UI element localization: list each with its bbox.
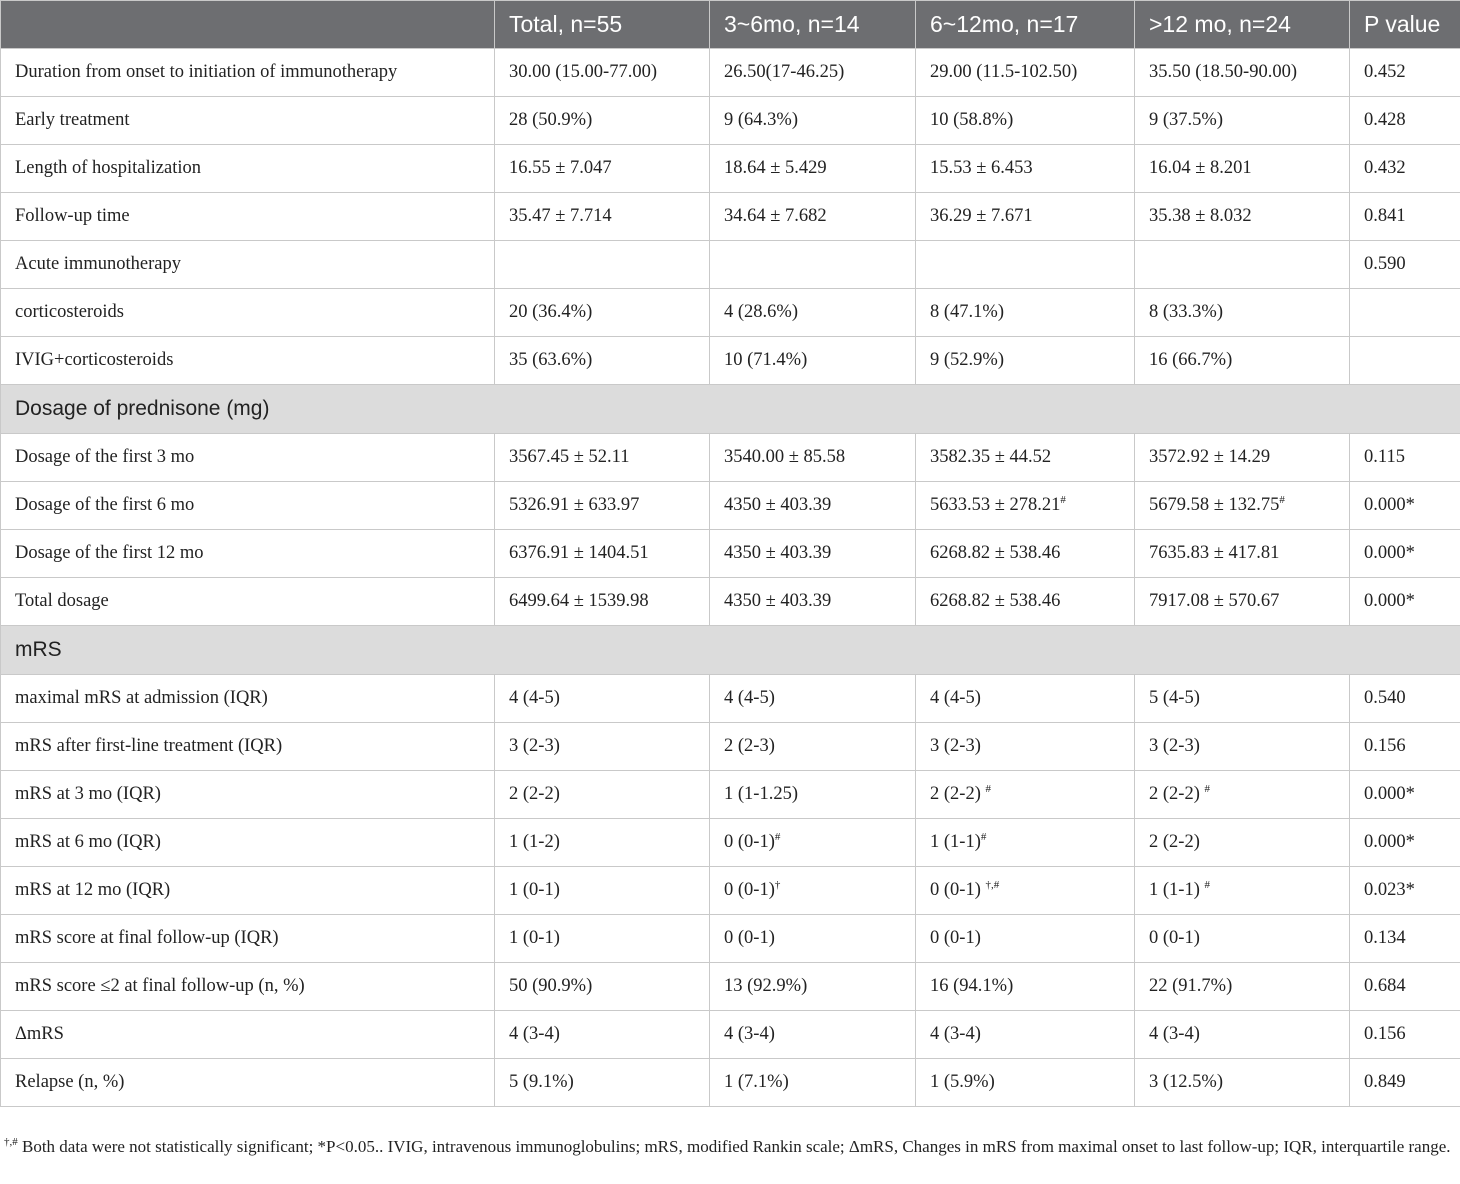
table-cell bbox=[495, 723, 710, 771]
cell-text: Duration from onset to initiation of immunotherapy bbox=[15, 62, 398, 82]
table-cell bbox=[495, 97, 710, 145]
cell-text: 3572.92 ± 14.29 bbox=[1149, 447, 1271, 467]
cell-text: 16.04 ± 8.201 bbox=[1149, 158, 1252, 178]
cell-text: 0 (0-1) bbox=[724, 928, 775, 948]
row-label bbox=[1, 482, 495, 530]
table-cell bbox=[710, 1059, 916, 1107]
table-cell bbox=[1135, 97, 1350, 145]
cell-text: 0.000* bbox=[1364, 832, 1415, 852]
table-cell bbox=[1350, 289, 1460, 337]
cell-text: 15.53 ± 6.453 bbox=[930, 158, 1033, 178]
table-row bbox=[1, 49, 1460, 97]
cell-text: 6499.64 ± 1539.98 bbox=[509, 591, 649, 611]
cell-text: 1 (0-1) bbox=[509, 928, 560, 948]
table-row bbox=[1, 241, 1460, 289]
table-cell bbox=[1135, 241, 1350, 289]
table-cell bbox=[1350, 97, 1460, 145]
cell-text: Dosage of the first 6 mo bbox=[15, 495, 195, 515]
cell-text: 0.023* bbox=[1364, 880, 1415, 900]
header-row bbox=[1, 1, 1460, 49]
cell-text: Early treatment bbox=[15, 110, 130, 130]
row-label bbox=[1, 145, 495, 193]
significance-mark: # bbox=[1204, 783, 1210, 795]
cell-text: 2 (2-3) bbox=[724, 736, 775, 756]
section-label: Dosage of prednisone (mg) bbox=[1, 385, 1460, 434]
cell-text: 0.432 bbox=[1364, 158, 1406, 178]
table-cell bbox=[495, 241, 710, 289]
table-cell bbox=[1135, 193, 1350, 241]
cell-text: 9 (52.9%) bbox=[930, 350, 1004, 370]
significance-mark: # bbox=[1204, 879, 1210, 891]
cell-text: mRS at 6 mo (IQR) bbox=[15, 832, 161, 852]
cell-text: 0.452 bbox=[1364, 62, 1406, 82]
cell-text: mRS score ≤2 at final follow-up (n, %) bbox=[15, 976, 305, 996]
significance-mark: †,# bbox=[985, 879, 1000, 891]
cell-text: 0.156 bbox=[1364, 1024, 1406, 1044]
cell-text: 1 (5.9%) bbox=[930, 1072, 995, 1092]
table-row bbox=[1, 97, 1460, 145]
table-cell bbox=[495, 482, 710, 530]
cell-text: 0.000* bbox=[1364, 543, 1415, 563]
table-cell bbox=[916, 1059, 1135, 1107]
cell-text: 5 (9.1%) bbox=[509, 1072, 574, 1092]
table-cell bbox=[1135, 337, 1350, 385]
cell-text: 7635.83 ± 417.81 bbox=[1149, 543, 1280, 563]
cell-text: 2 (2-2) bbox=[930, 784, 986, 804]
table-cell bbox=[1135, 1059, 1350, 1107]
table-cell bbox=[710, 963, 916, 1011]
cell-text: 4 (3-4) bbox=[930, 1024, 981, 1044]
table-cell bbox=[916, 675, 1135, 723]
table-cell bbox=[916, 819, 1135, 867]
table-cell bbox=[710, 1011, 916, 1059]
table-footnote bbox=[4, 1134, 1456, 1159]
table-cell bbox=[710, 434, 916, 482]
row-label bbox=[1, 819, 495, 867]
cell-text: 10 (58.8%) bbox=[930, 110, 1014, 130]
cell-text: 20 (36.4%) bbox=[509, 302, 593, 322]
cell-text: corticosteroids bbox=[15, 302, 124, 322]
cell-text: 36.29 ± 7.671 bbox=[930, 206, 1033, 226]
table-cell bbox=[1350, 337, 1460, 385]
table-cell bbox=[710, 771, 916, 819]
header-cell-label bbox=[1, 1, 495, 49]
table-cell bbox=[916, 771, 1135, 819]
table-cell bbox=[495, 1059, 710, 1107]
row-label bbox=[1, 771, 495, 819]
cell-text: 0.000* bbox=[1364, 591, 1415, 611]
table-cell bbox=[916, 434, 1135, 482]
cell-text: 35.47 ± 7.714 bbox=[509, 206, 612, 226]
cell-text: 35.38 ± 8.032 bbox=[1149, 206, 1252, 226]
table-cell bbox=[495, 867, 710, 915]
table-body bbox=[1, 49, 1460, 1107]
row-label bbox=[1, 49, 495, 97]
row-label bbox=[1, 915, 495, 963]
table-cell bbox=[1350, 241, 1460, 289]
table-cell bbox=[1135, 819, 1350, 867]
table-cell bbox=[495, 145, 710, 193]
table-cell bbox=[1135, 145, 1350, 193]
header-cell-6-12mo: 6~12mo, n=17 bbox=[916, 1, 1135, 49]
cell-text: 5326.91 ± 633.97 bbox=[509, 495, 640, 515]
table-cell bbox=[710, 193, 916, 241]
cell-text: 0 (0-1) bbox=[930, 880, 986, 900]
table-row bbox=[1, 145, 1460, 193]
cell-text: 35 (63.6%) bbox=[509, 350, 593, 370]
row-label bbox=[1, 193, 495, 241]
table-cell bbox=[1350, 867, 1460, 915]
cell-text: ΔmRS bbox=[15, 1024, 64, 1044]
cell-text: 3 (2-3) bbox=[509, 736, 560, 756]
cell-text: 4350 ± 403.39 bbox=[724, 543, 832, 563]
cell-text: Acute immunotherapy bbox=[15, 254, 181, 274]
cell-text: 1 (1-2) bbox=[509, 832, 560, 852]
table-cell bbox=[710, 819, 916, 867]
table-row bbox=[1, 771, 1460, 819]
table-row bbox=[1, 289, 1460, 337]
cell-text: 4350 ± 403.39 bbox=[724, 495, 832, 515]
table-cell bbox=[1350, 723, 1460, 771]
cell-text: 0.841 bbox=[1364, 206, 1406, 226]
table-cell bbox=[495, 337, 710, 385]
table-cell bbox=[710, 289, 916, 337]
table-cell bbox=[1135, 963, 1350, 1011]
cell-text: 6268.82 ± 538.46 bbox=[930, 543, 1061, 563]
cell-text: 50 (90.9%) bbox=[509, 976, 593, 996]
footnote-marks: †,# bbox=[4, 1136, 18, 1148]
cell-text: 16 (66.7%) bbox=[1149, 350, 1233, 370]
cell-text: Length of hospitalization bbox=[15, 158, 201, 178]
cell-text: 1 (1-1) bbox=[930, 832, 981, 852]
table-cell bbox=[495, 771, 710, 819]
table-cell bbox=[710, 723, 916, 771]
table-cell bbox=[495, 675, 710, 723]
cell-text: 2 (2-2) bbox=[509, 784, 560, 804]
cell-text: 22 (91.7%) bbox=[1149, 976, 1233, 996]
header-cell-over-12mo: >12 mo, n=24 bbox=[1135, 1, 1350, 49]
significance-mark: # bbox=[985, 783, 991, 795]
table-cell bbox=[1350, 675, 1460, 723]
table-row bbox=[1, 675, 1460, 723]
table-cell bbox=[710, 49, 916, 97]
table-cell bbox=[710, 241, 916, 289]
header-cell-p-value: P value bbox=[1350, 1, 1460, 49]
table-cell bbox=[1350, 1059, 1460, 1107]
cell-text: 4 (28.6%) bbox=[724, 302, 798, 322]
table-cell bbox=[710, 675, 916, 723]
table-cell bbox=[495, 1011, 710, 1059]
table-cell bbox=[916, 867, 1135, 915]
cell-text: 0 (0-1) bbox=[930, 928, 981, 948]
cell-text: 4 (4-5) bbox=[930, 688, 981, 708]
row-label bbox=[1, 963, 495, 1011]
cell-text: 9 (64.3%) bbox=[724, 110, 798, 130]
cell-text: Total dosage bbox=[15, 591, 109, 611]
cell-text: 0.590 bbox=[1364, 254, 1406, 274]
cell-text: 1 (0-1) bbox=[509, 880, 560, 900]
cell-text: 13 (92.9%) bbox=[724, 976, 808, 996]
table-cell bbox=[916, 1011, 1135, 1059]
cell-text: 4350 ± 403.39 bbox=[724, 591, 832, 611]
table-cell bbox=[1350, 915, 1460, 963]
row-label bbox=[1, 337, 495, 385]
footnote-text: Both data were not statistically significant; *P<0.05.. IVIG, intravenous immunoglobulins; mRS, modified Rankin scale; ΔmRS, Changes in mRS from maximal onset to last follow-up; IQR, interquartile range. bbox=[17, 1137, 1451, 1156]
table-cell bbox=[1135, 1011, 1350, 1059]
row-label bbox=[1, 434, 495, 482]
table-row bbox=[1, 1011, 1460, 1059]
cell-text: IVIG+corticosteroids bbox=[15, 350, 174, 370]
table-cell bbox=[495, 289, 710, 337]
table-cell bbox=[1350, 145, 1460, 193]
significance-mark: † bbox=[774, 879, 781, 891]
cell-text: 6268.82 ± 538.46 bbox=[930, 591, 1061, 611]
cell-text: 1 (1-1.25) bbox=[724, 784, 798, 804]
row-label bbox=[1, 723, 495, 771]
cell-text: 10 (71.4%) bbox=[724, 350, 808, 370]
table-header bbox=[1, 1, 1460, 49]
cell-text: 0.684 bbox=[1364, 976, 1406, 996]
table-cell bbox=[916, 337, 1135, 385]
table-cell bbox=[916, 193, 1135, 241]
cell-text: 18.64 ± 5.429 bbox=[724, 158, 827, 178]
cell-text: maximal mRS at admission (IQR) bbox=[15, 688, 268, 708]
table-cell bbox=[710, 915, 916, 963]
significance-mark: # bbox=[774, 831, 781, 843]
cell-text: mRS at 3 mo (IQR) bbox=[15, 784, 161, 804]
cell-text: mRS at 12 mo (IQR) bbox=[15, 880, 171, 900]
table-cell bbox=[1135, 49, 1350, 97]
table-cell bbox=[1135, 530, 1350, 578]
table-row bbox=[1, 867, 1460, 915]
table-cell bbox=[1350, 530, 1460, 578]
table-cell bbox=[1350, 49, 1460, 97]
row-label bbox=[1, 867, 495, 915]
cell-text: 0.000* bbox=[1364, 784, 1415, 804]
table-row bbox=[1, 1059, 1460, 1107]
cell-text: 3 (2-3) bbox=[1149, 736, 1200, 756]
cell-text: 3540.00 ± 85.58 bbox=[724, 447, 846, 467]
table-cell bbox=[1350, 963, 1460, 1011]
cell-text: 0 (0-1) bbox=[1149, 928, 1200, 948]
cell-text: Follow-up time bbox=[15, 206, 130, 226]
table-cell bbox=[916, 97, 1135, 145]
cell-text: 4 (3-4) bbox=[724, 1024, 775, 1044]
table-row bbox=[1, 963, 1460, 1011]
cell-text: 30.00 (15.00-77.00) bbox=[509, 62, 657, 82]
cell-text: 6376.91 ± 1404.51 bbox=[509, 543, 649, 563]
table-cell bbox=[1135, 675, 1350, 723]
section-row bbox=[1, 626, 1460, 675]
table-cell bbox=[916, 530, 1135, 578]
table-cell bbox=[710, 578, 916, 626]
cell-text: 3567.45 ± 52.11 bbox=[509, 447, 630, 467]
table-cell bbox=[710, 867, 916, 915]
table-row bbox=[1, 819, 1460, 867]
table-cell bbox=[495, 49, 710, 97]
cell-text: 0.156 bbox=[1364, 736, 1406, 756]
cell-text: 5679.58 ± 132.75 bbox=[1149, 495, 1280, 515]
cell-text: 0 (0-1) bbox=[724, 880, 775, 900]
significance-mark: # bbox=[1279, 494, 1285, 506]
cell-text: 9 (37.5%) bbox=[1149, 110, 1223, 130]
table-cell bbox=[916, 289, 1135, 337]
cell-text: 0.428 bbox=[1364, 110, 1406, 130]
table-cell bbox=[1135, 434, 1350, 482]
table-cell bbox=[916, 145, 1135, 193]
table-row bbox=[1, 723, 1460, 771]
table-cell bbox=[1135, 771, 1350, 819]
table-cell bbox=[1350, 819, 1460, 867]
cell-text: 0 (0-1) bbox=[724, 832, 775, 852]
row-label bbox=[1, 675, 495, 723]
cell-text: 0.540 bbox=[1364, 688, 1406, 708]
table-cell bbox=[1350, 771, 1460, 819]
header-cell-3-6mo: 3~6mo, n=14 bbox=[710, 1, 916, 49]
cell-text: 28 (50.9%) bbox=[509, 110, 593, 130]
table-row bbox=[1, 530, 1460, 578]
cell-text: 2 (2-2) bbox=[1149, 832, 1200, 852]
table-cell bbox=[916, 241, 1135, 289]
cell-text: 8 (47.1%) bbox=[930, 302, 1004, 322]
cell-text: 2 (2-2) bbox=[1149, 784, 1205, 804]
table-cell bbox=[710, 145, 916, 193]
cell-text: 4 (4-5) bbox=[724, 688, 775, 708]
cell-text: 0.134 bbox=[1364, 928, 1406, 948]
row-label bbox=[1, 289, 495, 337]
cell-text: Dosage of the first 3 mo bbox=[15, 447, 195, 467]
cell-text: 3 (12.5%) bbox=[1149, 1072, 1223, 1092]
table-cell bbox=[1135, 578, 1350, 626]
cell-text: 0.000* bbox=[1364, 495, 1415, 515]
table-row bbox=[1, 915, 1460, 963]
cell-text: mRS after first-line treatment (IQR) bbox=[15, 736, 283, 756]
table-cell bbox=[916, 963, 1135, 1011]
table-row bbox=[1, 434, 1460, 482]
cell-text: 16 (94.1%) bbox=[930, 976, 1014, 996]
table-cell bbox=[710, 482, 916, 530]
cell-text: mRS score at final follow-up (IQR) bbox=[15, 928, 279, 948]
cell-text: 1 (7.1%) bbox=[724, 1072, 789, 1092]
row-label bbox=[1, 1059, 495, 1107]
table-cell bbox=[1350, 482, 1460, 530]
table-cell bbox=[1350, 193, 1460, 241]
table-cell bbox=[710, 97, 916, 145]
row-label bbox=[1, 241, 495, 289]
table-cell bbox=[495, 915, 710, 963]
table-cell bbox=[1135, 723, 1350, 771]
cell-text: Relapse (n, %) bbox=[15, 1072, 125, 1092]
table-row bbox=[1, 193, 1460, 241]
table-row bbox=[1, 482, 1460, 530]
row-label bbox=[1, 97, 495, 145]
cell-text: 4 (3-4) bbox=[509, 1024, 560, 1044]
table-cell bbox=[1135, 915, 1350, 963]
cell-text: 0.115 bbox=[1364, 447, 1405, 467]
section-label: mRS bbox=[1, 626, 1460, 675]
table-cell bbox=[1135, 867, 1350, 915]
section-row bbox=[1, 385, 1460, 434]
cell-text: 3582.35 ± 44.52 bbox=[930, 447, 1052, 467]
cell-text: 35.50 (18.50-90.00) bbox=[1149, 62, 1297, 82]
cell-text: 5633.53 ± 278.21 bbox=[930, 495, 1061, 515]
cell-text: 26.50(17-46.25) bbox=[724, 62, 845, 82]
cell-text: Dosage of the first 12 mo bbox=[15, 543, 204, 563]
cell-text: 4 (3-4) bbox=[1149, 1024, 1200, 1044]
table-row bbox=[1, 578, 1460, 626]
significance-mark: # bbox=[980, 831, 987, 843]
table-cell bbox=[916, 482, 1135, 530]
table-cell bbox=[916, 723, 1135, 771]
cell-text: 7917.08 ± 570.67 bbox=[1149, 591, 1280, 611]
table-cell bbox=[495, 963, 710, 1011]
significance-mark: # bbox=[1060, 494, 1066, 506]
cell-text: 29.00 (11.5-102.50) bbox=[930, 62, 1078, 82]
cell-text: 1 (1-1) bbox=[1149, 880, 1205, 900]
cell-text: 4 (4-5) bbox=[509, 688, 560, 708]
table-cell bbox=[1350, 1011, 1460, 1059]
table-cell bbox=[710, 337, 916, 385]
table-cell bbox=[495, 193, 710, 241]
table-cell bbox=[916, 578, 1135, 626]
table-cell bbox=[1135, 289, 1350, 337]
table-cell bbox=[710, 530, 916, 578]
table-cell bbox=[495, 434, 710, 482]
row-label bbox=[1, 578, 495, 626]
table-row bbox=[1, 337, 1460, 385]
cell-text: 34.64 ± 7.682 bbox=[724, 206, 827, 226]
row-label bbox=[1, 1011, 495, 1059]
cell-text: 0.849 bbox=[1364, 1072, 1406, 1092]
table-cell bbox=[1350, 578, 1460, 626]
cell-text: 5 (4-5) bbox=[1149, 688, 1200, 708]
table-cell bbox=[916, 915, 1135, 963]
table-cell bbox=[916, 49, 1135, 97]
table-cell bbox=[495, 819, 710, 867]
table-cell bbox=[495, 578, 710, 626]
cell-text: 3 (2-3) bbox=[930, 736, 981, 756]
cell-text: 16.55 ± 7.047 bbox=[509, 158, 612, 178]
table-cell bbox=[1350, 434, 1460, 482]
cell-text: 8 (33.3%) bbox=[1149, 302, 1223, 322]
table-cell bbox=[1135, 482, 1350, 530]
table-cell bbox=[495, 530, 710, 578]
row-label bbox=[1, 530, 495, 578]
header-cell-total: Total, n=55 bbox=[495, 1, 710, 49]
